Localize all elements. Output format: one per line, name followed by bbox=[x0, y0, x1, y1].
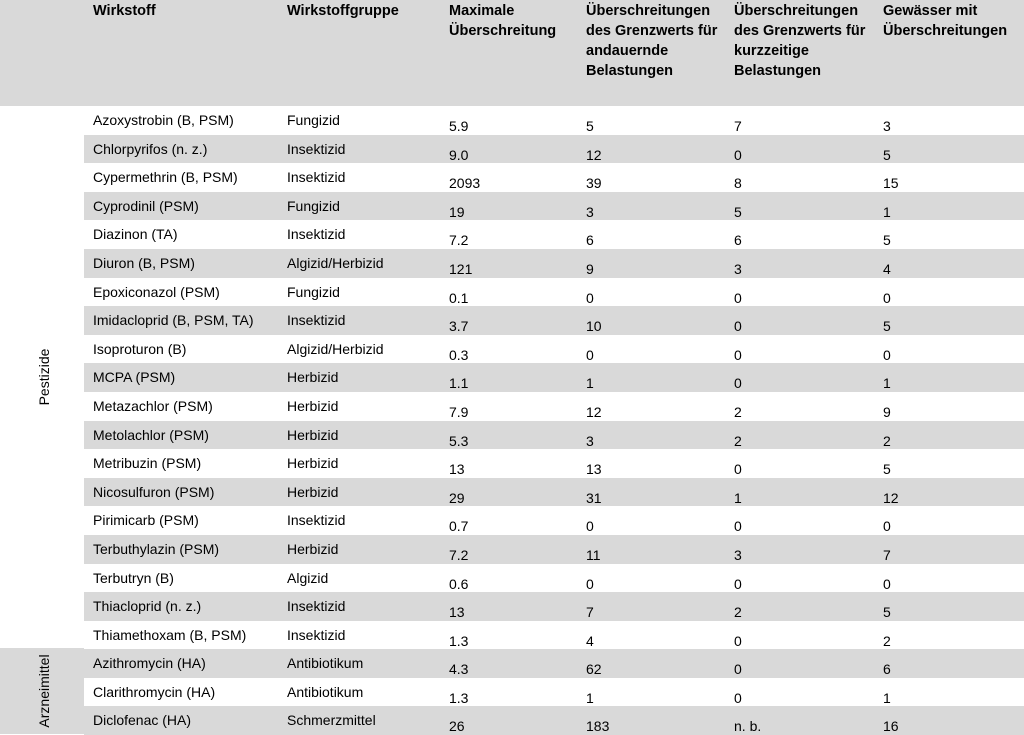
cell-wirkstoffgruppe: Algizid/Herbizid bbox=[287, 254, 384, 271]
cell-gewaesser: 2 bbox=[883, 432, 891, 449]
cell-maximale-ueberschreitung: 26 bbox=[449, 718, 465, 735]
table-body bbox=[84, 106, 1024, 735]
cell-kurzzeitige-belastungen: 3 bbox=[734, 546, 742, 563]
cell-kurzzeitige-belastungen: 0 bbox=[734, 318, 742, 335]
cell-kurzzeitige-belastungen: 0 bbox=[734, 661, 742, 678]
cell-kurzzeitige-belastungen: 2 bbox=[734, 604, 742, 621]
cell-maximale-ueberschreitung: 121 bbox=[449, 260, 473, 277]
cell-andauernde-belastungen: 10 bbox=[586, 318, 602, 335]
cell-maximale-ueberschreitung: 7.9 bbox=[449, 403, 469, 420]
cell-kurzzeitige-belastungen: 0 bbox=[734, 375, 742, 392]
cell-andauernde-belastungen: 31 bbox=[586, 489, 602, 506]
cell-maximale-ueberschreitung: 1.3 bbox=[449, 689, 469, 706]
cell-gewaesser: 5 bbox=[883, 232, 891, 249]
cell-andauernde-belastungen: 5 bbox=[586, 118, 594, 134]
group-label-pestizide: Pestizide bbox=[36, 348, 52, 406]
cell-maximale-ueberschreitung: 29 bbox=[449, 489, 465, 506]
cell-wirkstoffgruppe: Insektizid bbox=[287, 626, 346, 643]
cell-andauernde-belastungen: 4 bbox=[586, 632, 594, 649]
cell-gewaesser: 4 bbox=[883, 260, 891, 277]
cell-kurzzeitige-belastungen: 0 bbox=[734, 289, 742, 306]
cell-andauernde-belastungen: 0 bbox=[586, 289, 594, 306]
table-row bbox=[84, 506, 1024, 535]
cell-gewaesser: 5 bbox=[883, 318, 891, 335]
cell-gewaesser: 3 bbox=[883, 118, 891, 134]
cell-wirkstoff: Thiacloprid (n. z.) bbox=[93, 598, 202, 615]
cell-kurzzeitige-belastungen: 0 bbox=[734, 461, 742, 478]
cell-andauernde-belastungen: 13 bbox=[586, 461, 602, 478]
cell-gewaesser: 5 bbox=[883, 604, 891, 621]
cell-andauernde-belastungen: 11 bbox=[586, 546, 601, 563]
cell-wirkstoff: Cypermethrin (B, PSM) bbox=[93, 169, 238, 186]
cell-gewaesser: 1 bbox=[883, 689, 891, 706]
cell-wirkstoffgruppe: Insektizid bbox=[287, 512, 346, 529]
table-row bbox=[84, 306, 1024, 335]
cell-andauernde-belastungen: 1 bbox=[586, 689, 594, 706]
table-row bbox=[84, 706, 1024, 735]
cell-wirkstoff: Diclofenac (HA) bbox=[93, 712, 192, 729]
cell-maximale-ueberschreitung: 0.7 bbox=[449, 518, 469, 535]
cell-maximale-ueberschreitung: 2093 bbox=[449, 175, 481, 192]
cell-gewaesser: 0 bbox=[883, 289, 891, 306]
table-row bbox=[84, 106, 1024, 135]
cell-kurzzeitige-belastungen: 0 bbox=[734, 689, 742, 706]
cell-wirkstoff: Azithromycin (HA) bbox=[93, 655, 206, 672]
cell-wirkstoff: Isoproturon (B) bbox=[93, 340, 187, 357]
header-andauernde-belastungen: Überschreitungen des Grenzwerts für andauernde Belastungen bbox=[586, 3, 718, 79]
cell-wirkstoffgruppe: Antibiotikum bbox=[287, 683, 364, 700]
table-row bbox=[84, 363, 1024, 392]
table-row bbox=[84, 335, 1024, 364]
cell-andauernde-belastungen: 3 bbox=[586, 432, 594, 449]
cell-kurzzeitige-belastungen: 0 bbox=[734, 518, 742, 535]
cell-kurzzeitige-belastungen: 1 bbox=[734, 489, 742, 506]
cell-andauernde-belastungen: 0 bbox=[586, 518, 594, 535]
cell-andauernde-belastungen: 3 bbox=[586, 203, 594, 220]
cell-kurzzeitige-belastungen: 0 bbox=[734, 575, 742, 592]
cell-wirkstoff: Metolachlor (PSM) bbox=[93, 426, 209, 443]
table-row bbox=[84, 163, 1024, 192]
cell-maximale-ueberschreitung: 7.2 bbox=[449, 232, 469, 249]
cell-gewaesser: 6 bbox=[883, 661, 891, 678]
cell-wirkstoff: Nicosulfuron (PSM) bbox=[93, 483, 215, 500]
cell-gewaesser: 0 bbox=[883, 518, 891, 535]
group-pestizide bbox=[0, 106, 84, 648]
cell-andauernde-belastungen: 62 bbox=[586, 661, 602, 678]
table-header bbox=[0, 0, 1024, 106]
cell-wirkstoffgruppe: Herbizid bbox=[287, 455, 339, 472]
group-label-arzneimittel: Arzneimittel bbox=[36, 654, 52, 728]
cell-wirkstoff: Metribuzin (PSM) bbox=[93, 455, 202, 472]
cell-kurzzeitige-belastungen: 0 bbox=[734, 632, 742, 649]
cell-maximale-ueberschreitung: 9.0 bbox=[449, 146, 469, 163]
cell-andauernde-belastungen: 1 bbox=[586, 375, 594, 392]
table-row bbox=[84, 192, 1024, 221]
cell-wirkstoffgruppe: Herbizid bbox=[287, 369, 339, 386]
cell-kurzzeitige-belastungen: 7 bbox=[734, 118, 742, 134]
cell-wirkstoffgruppe: Fungizid bbox=[287, 112, 340, 128]
group-column bbox=[0, 106, 84, 734]
cell-wirkstoffgruppe: Herbizid bbox=[287, 540, 339, 557]
cell-wirkstoffgruppe: Antibiotikum bbox=[287, 655, 364, 672]
header-maximale-ueberschreitung: Maximale Überschreitung bbox=[449, 3, 557, 39]
table-row bbox=[84, 249, 1024, 278]
cell-gewaesser: 15 bbox=[883, 175, 899, 192]
cell-wirkstoff: Diuron (B, PSM) bbox=[93, 254, 195, 271]
cell-wirkstoff: Clarithromycin (HA) bbox=[93, 683, 216, 700]
cell-gewaesser: 0 bbox=[883, 575, 891, 592]
cell-gewaesser: 2 bbox=[883, 632, 891, 649]
cell-wirkstoffgruppe: Insektizid bbox=[287, 226, 346, 243]
cell-kurzzeitige-belastungen: 3 bbox=[734, 260, 742, 277]
table-row bbox=[84, 478, 1024, 507]
cell-wirkstoff: MCPA (PSM) bbox=[93, 369, 176, 386]
cell-wirkstoffgruppe: Fungizid bbox=[287, 283, 340, 300]
cell-andauernde-belastungen: 0 bbox=[586, 346, 594, 363]
cell-maximale-ueberschreitung: 0.1 bbox=[449, 289, 469, 306]
cell-wirkstoff: Imidacloprid (B, PSM, TA) bbox=[93, 312, 254, 329]
cell-maximale-ueberschreitung: 5.3 bbox=[449, 432, 469, 449]
cell-wirkstoff: Pirimicarb (PSM) bbox=[93, 512, 199, 529]
cell-maximale-ueberschreitung: 4.3 bbox=[449, 661, 469, 678]
table-row bbox=[84, 592, 1024, 621]
table-row bbox=[84, 678, 1024, 707]
cell-wirkstoffgruppe: Insektizid bbox=[287, 140, 346, 157]
header-gewaesser: Gewässer mit Überschreitungen bbox=[883, 3, 1008, 39]
table-row bbox=[84, 135, 1024, 164]
cell-wirkstoff: Terbutryn (B) bbox=[93, 569, 174, 586]
cell-maximale-ueberschreitung: 1.3 bbox=[449, 632, 469, 649]
cell-maximale-ueberschreitung: 13 bbox=[449, 604, 465, 621]
cell-kurzzeitige-belastungen: 0 bbox=[734, 146, 742, 163]
group-arzneimittel bbox=[0, 648, 84, 734]
cell-wirkstoffgruppe: Herbizid bbox=[287, 397, 339, 414]
table-row bbox=[84, 564, 1024, 593]
cell-wirkstoff: Azoxystrobin (B, PSM) bbox=[93, 112, 234, 128]
cell-maximale-ueberschreitung: 0.6 bbox=[449, 575, 469, 592]
cell-maximale-ueberschreitung: 5.9 bbox=[449, 118, 469, 134]
cell-kurzzeitige-belastungen: 0 bbox=[734, 346, 742, 363]
cell-maximale-ueberschreitung: 13 bbox=[449, 461, 465, 478]
cell-wirkstoffgruppe: Schmerzmittel bbox=[287, 712, 376, 729]
table-row bbox=[84, 421, 1024, 450]
cell-wirkstoffgruppe: Herbizid bbox=[287, 426, 339, 443]
header-kurzzeitige-belastungen: Überschreitungen des Grenzwerts für kurzzeitige Belastungen bbox=[734, 3, 866, 79]
table-row bbox=[84, 621, 1024, 650]
cell-kurzzeitige-belastungen: 8 bbox=[734, 175, 742, 192]
cell-wirkstoffgruppe: Fungizid bbox=[287, 197, 340, 214]
cell-andauernde-belastungen: 39 bbox=[586, 175, 602, 192]
cell-gewaesser: 12 bbox=[883, 489, 899, 506]
cell-kurzzeitige-belastungen: n. b. bbox=[734, 718, 762, 735]
cell-maximale-ueberschreitung: 1.1 bbox=[449, 375, 469, 392]
cell-gewaesser: 0 bbox=[883, 346, 891, 363]
cell-wirkstoff: Thiamethoxam (B, PSM) bbox=[93, 626, 247, 643]
cell-wirkstoff: Terbuthylazin (PSM) bbox=[93, 540, 220, 557]
cell-maximale-ueberschreitung: 7.2 bbox=[449, 546, 469, 563]
cell-gewaesser: 1 bbox=[883, 375, 891, 392]
cell-andauernde-belastungen: 183 bbox=[586, 718, 610, 735]
cell-andauernde-belastungen: 12 bbox=[586, 403, 602, 420]
cell-kurzzeitige-belastungen: 5 bbox=[734, 203, 742, 220]
cell-maximale-ueberschreitung: 3.7 bbox=[449, 318, 469, 335]
cell-gewaesser: 7 bbox=[883, 546, 891, 563]
cell-gewaesser: 5 bbox=[883, 461, 891, 478]
cell-andauernde-belastungen: 0 bbox=[586, 575, 594, 592]
cell-wirkstoff: Epoxiconazol (PSM) bbox=[93, 283, 220, 300]
header-wirkstoff: Wirkstoff bbox=[93, 3, 156, 19]
table-row bbox=[84, 220, 1024, 249]
cell-gewaesser: 1 bbox=[883, 203, 891, 220]
cell-andauernde-belastungen: 12 bbox=[586, 146, 602, 163]
cell-gewaesser: 5 bbox=[883, 146, 891, 163]
cell-wirkstoffgruppe: Herbizid bbox=[287, 483, 339, 500]
cell-kurzzeitige-belastungen: 2 bbox=[734, 432, 742, 449]
header-wirkstoffgruppe: Wirkstoffgruppe bbox=[287, 3, 399, 19]
cell-wirkstoffgruppe: Insektizid bbox=[287, 169, 346, 186]
table-row bbox=[84, 649, 1024, 678]
cell-maximale-ueberschreitung: 0.3 bbox=[449, 346, 469, 363]
table-row bbox=[84, 535, 1024, 564]
cell-wirkstoff: Metazachlor (PSM) bbox=[93, 397, 213, 414]
cell-wirkstoff: Chlorpyrifos (n. z.) bbox=[93, 140, 208, 157]
cell-andauernde-belastungen: 9 bbox=[586, 260, 594, 277]
cell-wirkstoffgruppe: Algizid bbox=[287, 569, 329, 586]
table-row bbox=[84, 278, 1024, 307]
table-row bbox=[84, 392, 1024, 421]
cell-andauernde-belastungen: 7 bbox=[586, 604, 594, 621]
cell-wirkstoff: Cyprodinil (PSM) bbox=[93, 197, 199, 214]
cell-wirkstoff: Diazinon (TA) bbox=[93, 226, 178, 243]
cell-gewaesser: 9 bbox=[883, 403, 891, 420]
cell-wirkstoffgruppe: Insektizid bbox=[287, 312, 346, 329]
cell-andauernde-belastungen: 6 bbox=[586, 232, 594, 249]
cell-wirkstoffgruppe: Insektizid bbox=[287, 598, 346, 615]
cell-wirkstoffgruppe: Algizid/Herbizid bbox=[287, 340, 384, 357]
table-row bbox=[84, 449, 1024, 478]
cell-gewaesser: 16 bbox=[883, 718, 899, 735]
cell-kurzzeitige-belastungen: 2 bbox=[734, 403, 742, 420]
cell-kurzzeitige-belastungen: 6 bbox=[734, 232, 742, 249]
cell-maximale-ueberschreitung: 19 bbox=[449, 203, 465, 220]
